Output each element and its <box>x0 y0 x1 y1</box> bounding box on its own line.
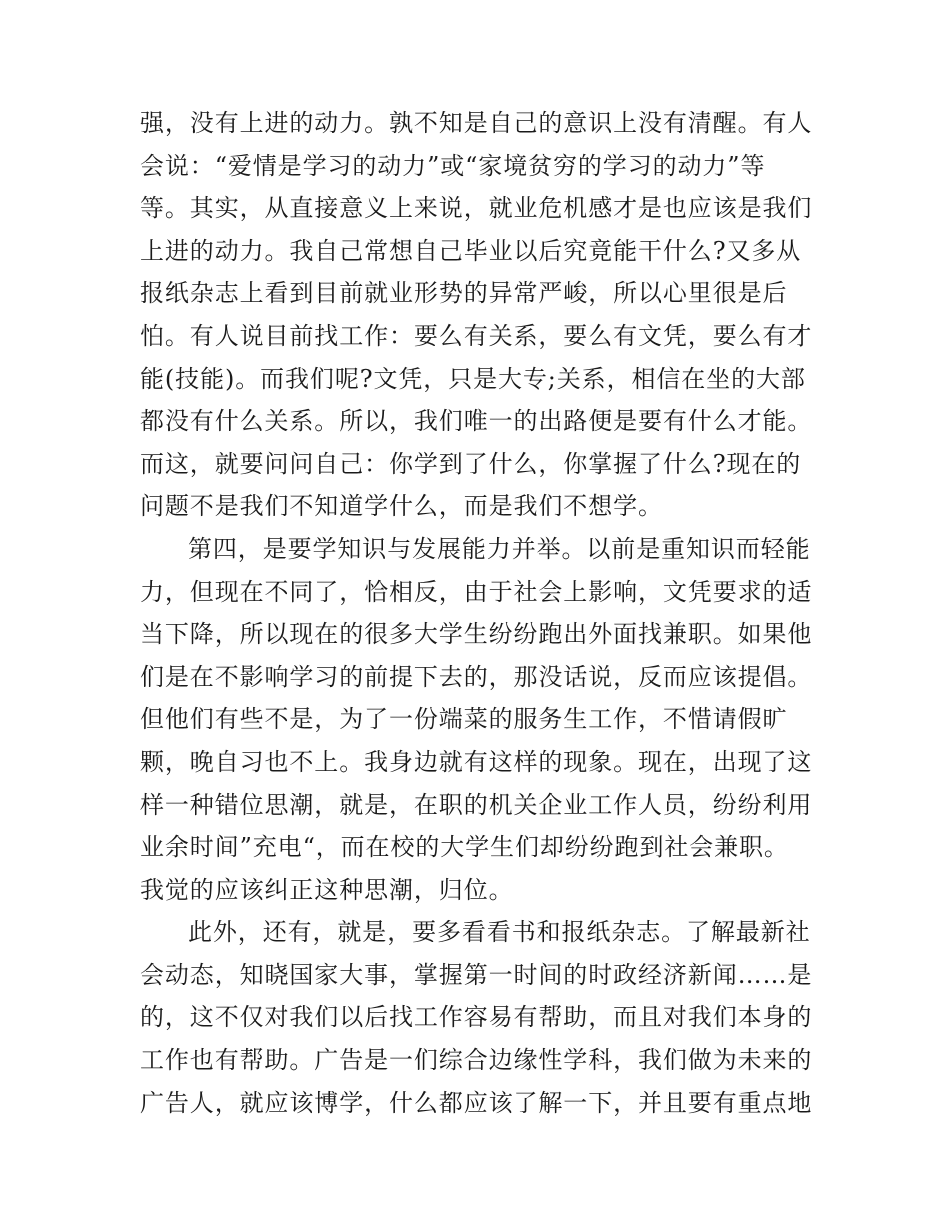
text-line: 报纸杂志上看到目前就业形势的异常严峻，所以心里很是后 <box>140 279 788 308</box>
paragraph-first-line: 此外，还有，就是，要多看看书和报纸杂志。了解最新社 <box>188 918 811 947</box>
text-line: 能(技能)。而我们呢?文凭，只是大专;关系，相信在坐的大部 <box>140 364 806 393</box>
body-text <box>140 102 820 1124</box>
text-line: 们是在不影响学习的前提下去的，那没话说，反而应该提倡。 <box>140 662 813 691</box>
text-line: 颗，晚自习也不上。我身边就有这样的现象。现在，出现了这 <box>140 747 813 776</box>
text-line: 会说：“爱情是学习的动力”或“家境贫穷的学习的动力”等 <box>140 151 766 180</box>
text-line: 等。其实，从直接意义上来说，就业危机感才是也应该是我们 <box>140 194 813 223</box>
text-line: 而这，就要问问自己：你学到了什么，你掌握了什么?现在的 <box>140 449 802 478</box>
text-line: 会动态，知晓国家大事，掌握第一时间的时政经济新闻……是 <box>140 960 813 989</box>
text-line: 都没有什么关系。所以，我们唯一的出路便是要有什么才能。 <box>140 407 813 436</box>
text-line: 当下降，所以现在的很多大学生纷纷跑出外面找兼职。如果他 <box>140 620 813 649</box>
text-line: 强，没有上进的动力。孰不知是自己的意识上没有清醒。有人 <box>140 109 813 137</box>
text-line: 问题不是我们不知道学什么，而是我们不想学。 <box>140 492 663 521</box>
text-line: 样一种错位思潮，就是，在职的机关企业工作人员，纷纷利用 <box>140 790 813 819</box>
text-line: 怕。有人说目前找工作：要么有关系，要么有文凭，要么有才 <box>140 321 813 350</box>
text-line: 上进的动力。我自己常想自己毕业以后究竟能干什么?又多从 <box>140 236 802 265</box>
text-line: 广告人，就应该博学，什么都应该了解一下，并且要有重点地 <box>140 1088 813 1117</box>
paragraph-first-line: 第四，是要学知识与发展能力并举。以前是重知识而轻能 <box>188 534 811 563</box>
text-line: 我觉的应该纠正这种思潮，归位。 <box>140 875 514 904</box>
text-line: 的，这不仅对我们以后找工作容易有帮助，而且对我们本身的 <box>140 1003 813 1032</box>
text-line: 但他们有些不是，为了一份端菜的服务生工作，不惜请假旷 <box>140 705 788 734</box>
text-line: 工作也有帮助。广告是一们综合边缘性学科，我们做为未来的 <box>140 1046 813 1075</box>
text-line: 业余时间”充电“，而在校的大学生们却纷纷跑到社会兼职。 <box>140 833 789 862</box>
text-line: 力，但现在不同了，恰相反，由于社会上影响，文凭要求的适 <box>140 577 813 606</box>
